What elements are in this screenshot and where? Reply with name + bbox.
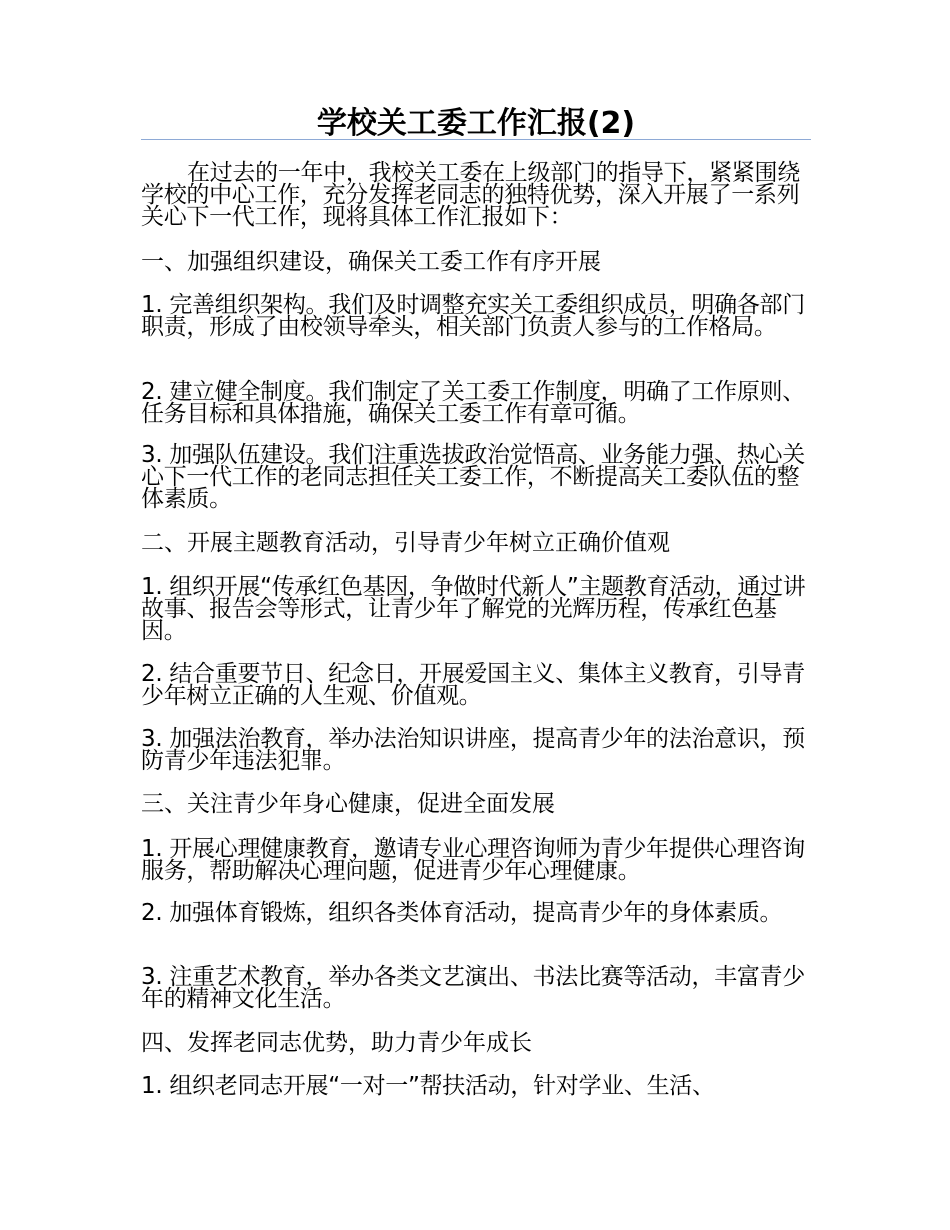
section-4-heading: 四、发挥老同志优势，助力青少年成长 — [141, 1030, 532, 1056]
section-2-heading: 二、开展主题教育活动，引导青少年树立正确价值观 — [141, 530, 670, 556]
section-2-item-3: 3. 加强法治教育，举办法治知识讲座，提高青少年的法治意识，预防青少年违法犯罪。 — [141, 726, 805, 774]
section-1-item-3: 3. 加强队伍建设。我们注重选拔政治觉悟高、业务能力强、热心关心下一代工作的老同志担任关工委工作，不断提高关工委队伍的整体素质。 — [141, 442, 805, 512]
section-2-item-2: 2. 结合重要节日、纪念日，开展爱国主义、集体主义教育，引导青少年树立正确的人生观、价值观。 — [141, 661, 805, 709]
section-3-item-3: 3. 注重艺术教育，举办各类文艺演出、书法比赛等活动，丰富青少年的精神文化生活。 — [141, 964, 805, 1012]
section-4-item-1: 1. 组织老同志开展“一对一”帮扶活动，针对学业、生活、 — [141, 1073, 715, 1099]
section-3-item-1: 1. 开展心理健康教育，邀请专业心理咨询师为青少年提供心理咨询服务，帮助解决心理问题，促进青少年心理健康。 — [141, 836, 805, 884]
section-3-heading: 三、关注青少年身心健康，促进全面发展 — [141, 791, 555, 817]
title-underline — [141, 139, 811, 140]
section-3-item-2: 2. 加强体育锻炼，组织各类体育活动，提高青少年的身体素质。 — [141, 900, 783, 926]
document-title: 学校关工委工作汇报(2) — [316, 106, 636, 141]
intro-paragraph: 在过去的一年中，我校关工委在上级部门的指导下，紧紧围绕学校的中心工作，充分发挥老同志的独特优势，深入开展了一系列关心下一代工作，现将具体工作汇报如下： — [141, 160, 800, 230]
section-1-item-1: 1. 完善组织架构。我们及时调整充实关工委组织成员，明确各部门职责，形成了由校领导牵头，相关部门负责人参与的工作格局。 — [141, 292, 805, 340]
section-1-heading: 一、加强组织建设，确保关工委工作有序开展 — [141, 249, 601, 275]
section-1-item-2: 2. 建立健全制度。我们制定了关工委工作制度，明确了工作原则、任务目标和具体措施，确保关工委工作有章可循。 — [141, 379, 805, 427]
section-2-item-1: 1. 组织开展“传承红色基因，争做时代新人”主题教育活动，通过讲故事、报告会等形式，让青少年了解党的光辉历程，传承红色基因。 — [141, 574, 806, 644]
